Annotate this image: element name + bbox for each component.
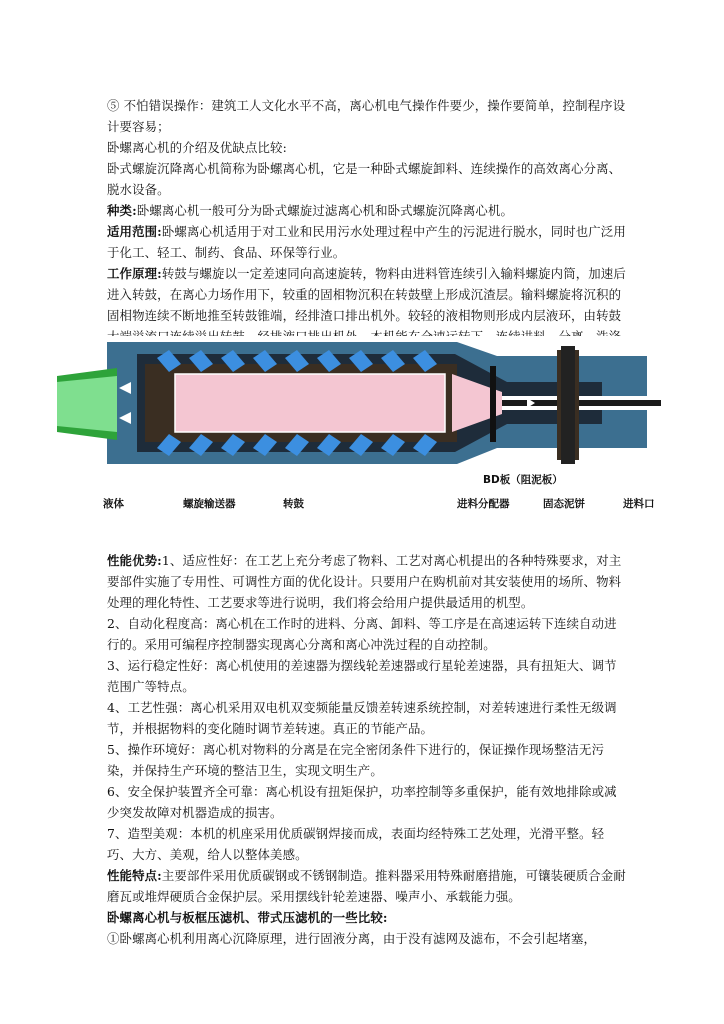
paragraph-advantage-6: 6、安全保护装置齐全可靠：离心机设有扭矩保护，功率控制等多重保护，能有效地排除或减少突发故障对机器造成的损害。 bbox=[107, 784, 617, 820]
label-bd-plate: BD板（阻泥板） bbox=[483, 474, 563, 486]
centrifuge-diagram bbox=[57, 336, 661, 516]
paragraph-advantage-5: 5、操作环境好：离心机对物料的分离是在完全密闭条件下进行的，保证操作现场整洁无污染，并保持生产环境的整洁卫生，实现文明生产。 bbox=[107, 742, 605, 778]
paragraph-advantage-3: 3、运行稳定性好：离心机使用的差速器为摆线轮差速器或行星轮差速器，具有扭矩大、调节范围广等特点。 bbox=[107, 658, 617, 694]
paragraph-features: 性能特点:主要部件采用优质碳钢或不锈钢制造。推料器采用特殊耐磨措施，可镶装硬质合金耐磨瓦或堆焊硬质合金保护层。采用摆线针轮差速器、噪声小、承载能力强。 bbox=[107, 868, 626, 904]
paragraph-types: 种类:卧螺离心机一般可分为卧式螺旋过滤离心机和卧式螺旋沉降离心机。 bbox=[107, 203, 514, 218]
label-bowl: 转鼓 bbox=[283, 498, 304, 510]
label-feed-inlet: 进料口 bbox=[623, 498, 655, 510]
label-principle: 工作原理: bbox=[107, 266, 162, 281]
label-feed-distributor: 进料分配器 bbox=[457, 498, 510, 510]
text-block-bottom bbox=[107, 550, 627, 949]
paragraph-intro-heading: 卧螺离心机的介绍及优缺点比较: bbox=[107, 140, 287, 155]
label-types: 种类: bbox=[107, 203, 137, 218]
label-features: 性能特点: bbox=[107, 868, 162, 883]
paragraph-principle: 工作原理:转鼓与螺旋以一定差速同向高速旋转，物料由进料管连续引入输料螺旋内筒，加速后进入转鼓，在离心力场作用下，较重的固相物沉积在转鼓壁上形成沉渣层。输料螺旋将沉积的固相物连续不断地推至转鼓锥端，经排渣口排出机外。较轻的液相物则形成内层液环，由转鼓 bbox=[107, 266, 626, 323]
paragraph-advantage-2: 2、自动化程度高：离心机在工作时的进料、分离、卸料、等工序是在高速运转下连续自动进行的。采用可编程序控制器实现离心分离和离心冲洗过程的自动控制。 bbox=[107, 616, 617, 652]
label-scope: 适用范围: bbox=[107, 224, 162, 239]
paragraph-comparison-heading: 卧螺离心机与板框压滤机、带式压滤机的一些比较: bbox=[107, 910, 388, 925]
text-block-top bbox=[107, 95, 627, 368]
paragraph-advantage-7: 7、造型美观：本机的机座采用优质碳钢焊接而成，表面均经特殊工艺处理，光滑平整。轻巧、大方、美观，给人以整体美感。 bbox=[107, 826, 605, 862]
paragraph-advantage-1: 性能优势:1、适应性好：在工艺上充分考虑了物料、工艺对离心机提出的各种特殊要求，对主要部件实施了专用性、可调性方面的优化设计。只要用户在购机前对其安装使用的场所、物料处理的理化特性、工艺要求等进行说明，我们将会给用户提供最适用的机型。 bbox=[107, 553, 622, 610]
label-liquid: 液体 bbox=[103, 498, 124, 510]
label-advantages: 性能优势: bbox=[107, 553, 162, 568]
paragraph-advantage-4: 4、工艺性强：离心机采用双电机双变频能量反馈差转速系统控制，对差转速进行柔性无级调节，并根据物料的变化随时调节差转速。真正的节能产品。 bbox=[107, 700, 617, 736]
paragraph-operation: ⑤ 不怕错误操作：建筑工人文化水平不高，离心机电气操作件要少，操作要简单，控制程序设计要容易； bbox=[107, 98, 626, 134]
centrifuge-drawing bbox=[57, 336, 661, 516]
paragraph-scope: 适用范围:卧螺离心机适用于对工业和民用污水处理过程中产生的污泥进行脱水，同时也广泛用于化工、轻工、制药、食品、环保等行业。 bbox=[107, 224, 626, 260]
paragraph-intro: 卧式螺旋沉降离心机简称为卧螺离心机，它是一种卧式螺旋卸料、连续操作的高效离心分离、脱水设备。 bbox=[107, 161, 622, 197]
label-solid-cake: 固态泥饼 bbox=[543, 498, 585, 510]
paragraph-comparison-1: ①卧螺离心机利用离心沉降原理，进行固液分离，由于没有滤网及滤布，不会引起堵塞， bbox=[107, 931, 597, 946]
label-screw-conveyor: 螺旋输送器 bbox=[183, 498, 236, 510]
